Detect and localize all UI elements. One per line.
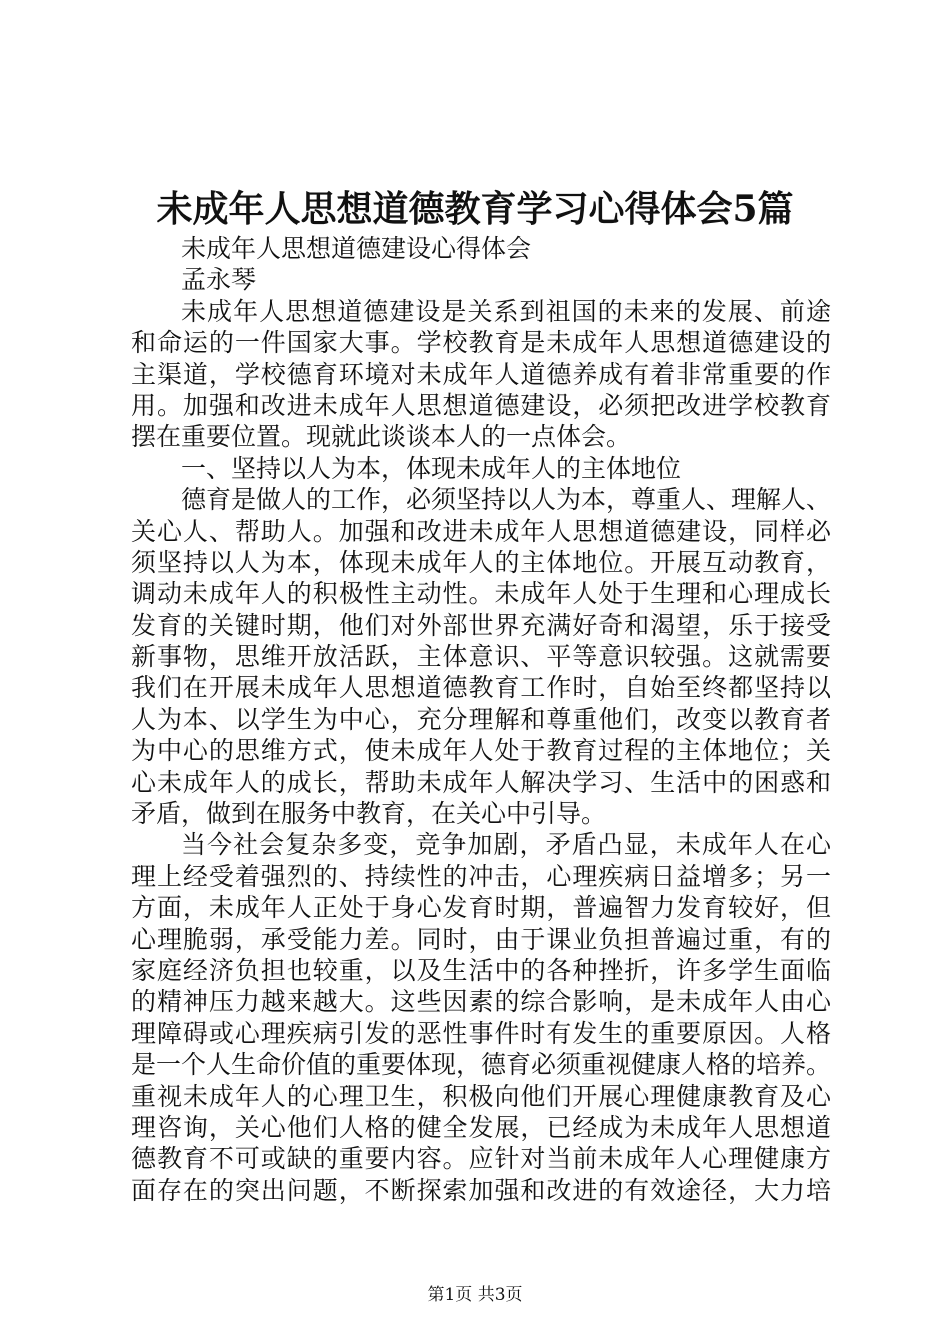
text-line: 须坚持以人为本，体现未成年人的主体地位。开展互动教育， [131, 547, 831, 577]
text-line: 方面，未成年人正处于身心发育时期，普遍智力发育较好，但 [131, 893, 831, 923]
text-line: 理上经受着强烈的、持续性的冲击，心理疾病日益增多；另一 [131, 861, 831, 891]
text-line: 是一个人生命价值的重要体现，德育必须重视健康人格的培养。 [131, 1050, 832, 1080]
text-line: 发育的关键时期，他们对外部世界充满好奇和渴望，乐于接受 [131, 610, 831, 640]
document-title: 未成年人思想道德教育学习心得体会5篇 [156, 188, 794, 230]
text-line: 未成年人思想道德建设心得体会 [181, 234, 532, 263]
document-body [131, 233, 831, 1206]
text-line: 德育是做人的工作，必须坚持以人为本，尊重人、理解人、 [181, 485, 832, 515]
text-line: 当今社会复杂多变，竞争加剧，矛盾凸显，未成年人在心 [181, 830, 831, 860]
text-line: 人为本、以学生为中心，充分理解和尊重他们，改变以教育者 [131, 704, 831, 734]
text-line: 心理脆弱，承受能力差。同时，由于课业负担普遍过重，有的 [131, 924, 831, 954]
text-line: 调动未成年人的积极性主动性。未成年人处于生理和心理成长 [131, 579, 831, 609]
text-line: 用。加强和改进未成年人思想道德建设，必须把改进学校教育 [131, 390, 831, 420]
text-line: 摆在重要位置。现就此谈谈本人的一点体会。 [131, 422, 632, 452]
text-line: 主渠道，学校德育环境对未成年人道德养成有着非常重要的作 [131, 359, 831, 389]
text-line: 重视未成年人的心理卫生，积极向他们开展心理健康教育及心 [131, 1081, 831, 1111]
text-line: 家庭经济负担也较重，以及生活中的各种挫折，许多学生面临 [131, 955, 831, 985]
text-line: 未成年人思想道德建设是关系到祖国的未来的发展、前途 [181, 296, 831, 326]
text-line: 理咨询，关心他们人格的健全发展，已经成为未成年人思想道 [131, 1112, 831, 1142]
text-line: 理障碍或心理疾病引发的恶性事件时有发生的重要原因。人格 [131, 1018, 831, 1048]
text-line: 面存在的突出问题，不断探索加强和改进的有效途径，大力培 [131, 1175, 831, 1205]
page-footer: 第1页 共3页 [427, 1285, 523, 1305]
text-line: 的精神压力越来越大。这些因素的综合影响，是未成年人由心 [131, 987, 831, 1017]
text-line: 关心人、帮助人。加强和改进未成年人思想道德建设，同样必 [131, 516, 831, 546]
text-line: 新事物，思维开放活跃，主体意识、平等意识较强。这就需要 [131, 642, 831, 672]
text-line: 和命运的一件国家大事。学校教育是未成年人思想道德建设的 [131, 328, 831, 358]
text-line: 孟永琴 [181, 265, 257, 295]
text-line: 为中心的思维方式，使未成年人处于教育过程的主体地位；关 [131, 736, 831, 766]
text-line: 矛盾，做到在服务中教育，在关心中引导。 [131, 799, 607, 829]
text-line: 一、坚持以人为本，体现未成年人的主体地位 [181, 453, 682, 483]
text-line: 德教育不可或缺的重要内容。应针对当前未成年人心理健康方 [131, 1144, 831, 1174]
text-line: 心未成年人的成长，帮助未成年人解决学习、生活中的困惑和 [131, 767, 831, 797]
text-line: 我们在开展未成年人思想道德教育工作时，自始至终都坚持以 [131, 673, 831, 703]
